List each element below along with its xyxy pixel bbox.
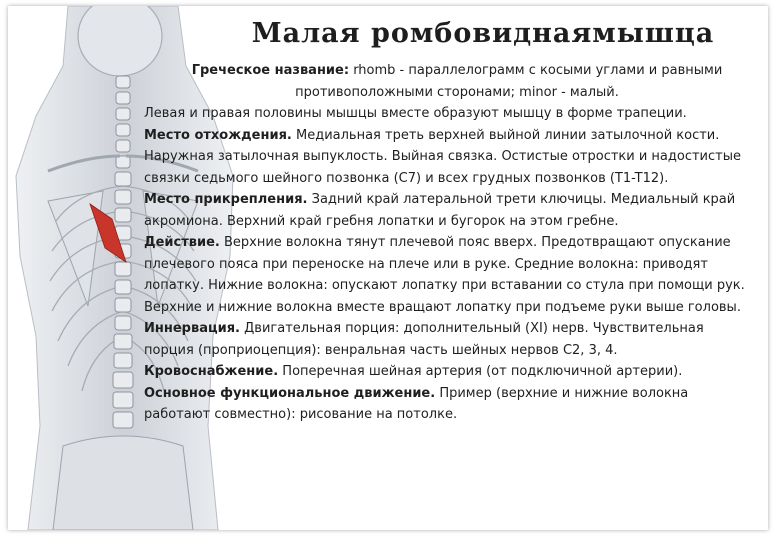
innervation-text: Двигательная порция: дополнительный (XI) нерв. Чувствительная порция (проприоцепция): венральная часть шейных нервов C2, 3, 4.	[144, 321, 704, 358]
greek-text-line2: противоположными сторонами; minor - малый.	[295, 84, 619, 100]
blood-supply-section	[144, 361, 756, 383]
innervation-label: Иннервация.	[144, 321, 240, 336]
blood-supply-text: Поперечная шейная артерия (от подключичной артерии).	[278, 364, 683, 379]
movement-section	[144, 383, 756, 426]
greek-label: Греческое название:	[191, 63, 350, 78]
greek-text-line1: rhomb - параллелограмм с косыми углами и равными	[349, 63, 723, 78]
action-text: Верхние волокна тянут плечевой пояс вверх. Предотвращают опускание плечевого пояса при переноске на плече или в руке. Средние волокна: приводят лопатку. Нижние волокна: опускают лопатку при вставании со стула при помощи рук. Верхние и нижние волокна вместе вращают лопатку при подъеме руки выше головы.	[144, 235, 745, 315]
movement-text: Пример (верхние и нижние волокна работают совместно): рисование на потолке.	[144, 385, 689, 422]
greek-name	[144, 60, 756, 103]
pelvis	[53, 436, 193, 530]
content-body	[144, 60, 756, 426]
movement-label: Основное функциональное движение.	[144, 385, 436, 401]
intro-paragraph: Левая и правая половины мышцы вместе образуют мышцу в форме трапеции.	[144, 106, 687, 121]
insertion-text: Задний край латеральной трети ключицы. Медиальный край акромиона. Верхний край гребня лопатки и бугорок на этом гребне.	[144, 192, 736, 229]
action-section	[144, 232, 756, 318]
origin-section	[144, 125, 756, 190]
insertion-section	[144, 189, 756, 232]
action-label: Действие.	[144, 235, 220, 250]
blood-supply-label: Кровоснабжение.	[144, 364, 279, 379]
innervation-section	[144, 318, 756, 361]
slide-card	[8, 6, 768, 530]
origin-text: Медиальная треть верхней выйной линии затылочной кости. Наружная затылочная выпуклость. Выйная связка. Остистые отростки и надостистые связки седьмого шейного позвонка (C7) и всех грудных позвонков (T1-T12).	[144, 127, 741, 186]
page-title: Малая ромбовиднаямышца	[251, 18, 715, 49]
origin-label: Место отхождения.	[144, 127, 292, 143]
insertion-label: Место прикрепления.	[144, 192, 308, 207]
